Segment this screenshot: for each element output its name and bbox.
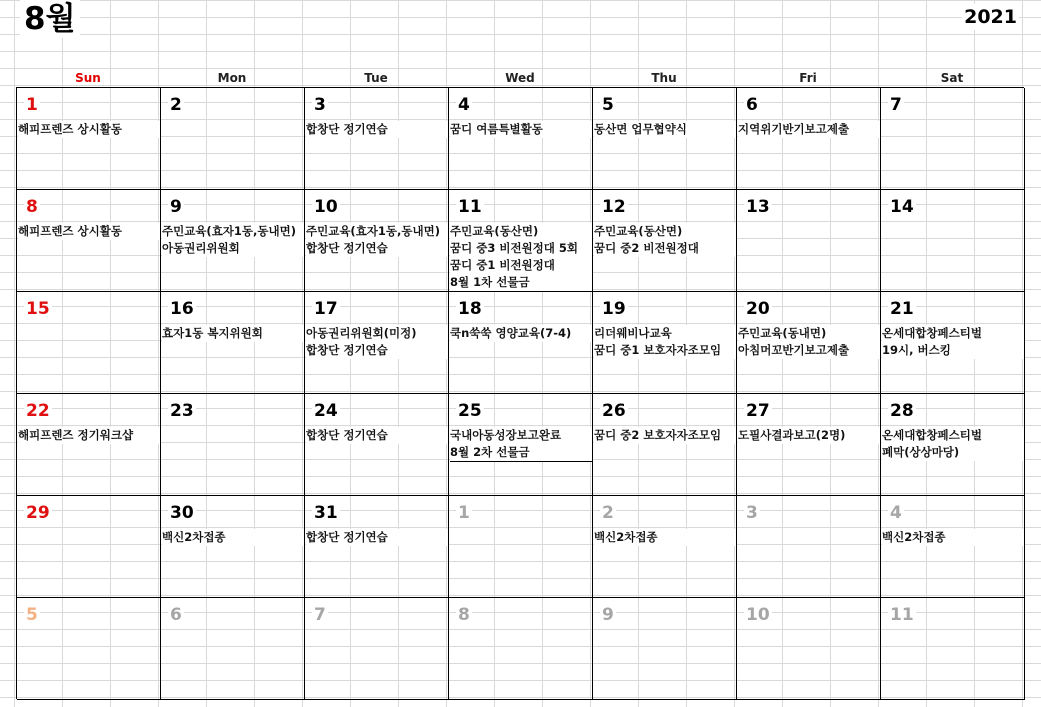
calendar-day-cell[interactable] [881, 394, 1025, 496]
calendar-day-cell[interactable] [305, 88, 449, 190]
event-list [594, 325, 736, 359]
day-number: 17 [314, 299, 338, 319]
day-number: 22 [26, 401, 50, 421]
event-list [306, 325, 448, 359]
event-item[interactable]: 동산면 업무협약식 [594, 121, 736, 138]
calendar-day-cell[interactable] [449, 394, 593, 496]
calendar-day-cell[interactable] [737, 496, 881, 598]
event-list [738, 121, 880, 138]
event-item[interactable]: 백신2차접종 [594, 529, 736, 546]
event-list [450, 121, 592, 138]
event-item[interactable]: 국내아동성장보고완료 [450, 427, 592, 444]
day-number: 21 [890, 299, 914, 319]
day-number: 28 [890, 401, 914, 421]
weekday-tue: Tue [364, 71, 388, 85]
day-number: 6 [746, 95, 758, 115]
event-list [162, 325, 304, 342]
day-number: 7 [890, 95, 902, 115]
event-item[interactable]: 아동권리위원회 [162, 240, 304, 257]
event-list [738, 427, 880, 444]
calendar-day-cell[interactable] [161, 598, 305, 700]
event-item[interactable]: 꿈디 중2 비전원정대 [594, 240, 736, 257]
calendar-day-cell[interactable] [737, 394, 881, 496]
day-number: 11 [890, 605, 914, 625]
calendar-day-cell[interactable] [17, 292, 161, 394]
calendar-day-cell[interactable] [593, 598, 737, 700]
event-item[interactable]: 합창단 정기연습 [306, 529, 448, 546]
event-item[interactable]: 합창단 정기연습 [306, 121, 448, 138]
day-number: 7 [314, 605, 326, 625]
calendar-day-cell[interactable] [881, 496, 1025, 598]
event-list [882, 529, 1024, 546]
event-list [594, 223, 736, 257]
event-item[interactable]: 아동권리위원회(미정) [306, 325, 448, 342]
event-list [18, 427, 160, 444]
day-number: 14 [890, 197, 914, 217]
event-list [306, 223, 448, 257]
calendar-day-cell[interactable] [881, 88, 1025, 190]
event-item[interactable]: 백신2차접종 [882, 529, 1024, 546]
event-list [450, 223, 592, 291]
day-number: 5 [602, 95, 614, 115]
event-list [450, 325, 592, 342]
day-number: 23 [170, 401, 194, 421]
event-item[interactable]: 합창단 정기연습 [306, 427, 448, 444]
calendar-day-cell[interactable] [305, 598, 449, 700]
day-number: 30 [170, 503, 194, 523]
event-list [18, 121, 160, 138]
event-item[interactable]: 폐막(상상마당) [882, 444, 1024, 461]
event-item[interactable]: 도필사결과보고(2명) [738, 427, 880, 444]
day-number: 19 [602, 299, 626, 319]
day-number: 4 [890, 503, 902, 523]
day-number: 12 [602, 197, 626, 217]
calendar-day-cell[interactable] [449, 496, 593, 598]
event-item[interactable]: 꿈디 중2 보호자자조모임 [594, 427, 736, 444]
calendar-day-cell[interactable] [161, 88, 305, 190]
calendar-day-cell[interactable] [593, 394, 737, 496]
event-item[interactable]: 효자1동 복지위원회 [162, 325, 304, 342]
event-list [18, 223, 160, 240]
calendar-day-cell[interactable] [593, 292, 737, 394]
day-number: 6 [170, 605, 182, 625]
day-number: 18 [458, 299, 482, 319]
day-number: 11 [458, 197, 482, 217]
calendar-day-cell[interactable] [305, 394, 449, 496]
calendar-day-cell[interactable] [305, 292, 449, 394]
day-number: 10 [746, 605, 770, 625]
day-number: 27 [746, 401, 770, 421]
day-number: 25 [458, 401, 482, 421]
calendar-grid [16, 87, 1024, 699]
calendar-day-cell[interactable] [881, 292, 1025, 394]
calendar-day-cell[interactable] [449, 88, 593, 190]
calendar-day-cell[interactable] [17, 598, 161, 700]
event-item[interactable]: 합창단 정기연습 [306, 240, 448, 257]
calendar-day-cell[interactable] [593, 496, 737, 598]
event-list [594, 121, 736, 138]
day-number: 26 [602, 401, 626, 421]
event-list [306, 121, 448, 138]
event-item[interactable]: 지역위기반기보고제출 [738, 121, 880, 138]
weekday-header-row [16, 69, 1024, 87]
event-item[interactable]: 꿈디 중3 비전원정대 5회 [450, 240, 592, 257]
event-item[interactable]: 쿡n쑥쑥 영양교육(7-4) [450, 325, 592, 342]
weekday-wed: Wed [505, 71, 535, 85]
event-item[interactable]: 주민교육(동내면) [738, 325, 880, 342]
event-list [594, 529, 736, 546]
event-item[interactable]: 온세대합창페스티벌 [882, 325, 1024, 342]
calendar-day-cell[interactable] [881, 190, 1025, 292]
calendar-day-cell[interactable] [593, 88, 737, 190]
event-list [882, 325, 1024, 359]
day-number: 31 [314, 503, 338, 523]
day-number: 8 [458, 605, 470, 625]
event-item[interactable]: 주민교육(동산면) [450, 223, 592, 240]
event-list [594, 427, 736, 444]
day-number: 2 [170, 95, 182, 115]
day-number: 1 [458, 503, 470, 523]
day-number: 8 [26, 197, 38, 217]
calendar-day-cell[interactable] [449, 598, 593, 700]
day-number: 3 [746, 503, 758, 523]
event-item[interactable]: 아침머꼬반기보고제출 [738, 342, 880, 359]
calendar-day-cell[interactable] [737, 88, 881, 190]
day-number: 10 [314, 197, 338, 217]
weekday-sat: Sat [940, 71, 964, 85]
day-number: 24 [314, 401, 338, 421]
calendar-day-cell[interactable] [161, 292, 305, 394]
weekday-fri: Fri [799, 71, 817, 85]
event-item[interactable]: 꿈디 중1 보호자자조모임 [594, 342, 736, 359]
calendar-day-cell[interactable] [449, 190, 593, 292]
event-list [162, 223, 304, 257]
calendar-day-cell[interactable] [161, 190, 305, 292]
year-title: 2021 [964, 6, 1017, 28]
calendar-day-cell[interactable] [17, 190, 161, 292]
event-item[interactable]: 꿈디 여름특별활동 [450, 121, 592, 138]
day-number: 9 [602, 605, 614, 625]
calendar-day-cell[interactable] [17, 394, 161, 496]
day-number: 15 [26, 299, 50, 319]
weekday-mon: Mon [217, 71, 247, 85]
event-item[interactable]: 합창단 정기연습 [306, 342, 448, 359]
calendar-day-cell[interactable] [161, 394, 305, 496]
event-list [162, 529, 304, 546]
event-list [738, 325, 880, 359]
calendar-day-cell[interactable] [593, 190, 737, 292]
calendar-day-cell[interactable] [737, 292, 881, 394]
event-item[interactable]: 8월 1차 선물금 [450, 274, 592, 291]
day-number: 9 [170, 197, 182, 217]
event-item[interactable]: 해피프렌즈 상시활동 [18, 223, 160, 240]
calendar-day-cell[interactable] [737, 190, 881, 292]
calendar-day-cell[interactable] [17, 496, 161, 598]
day-number: 13 [746, 197, 770, 217]
event-item[interactable]: 해피프렌즈 상시활동 [18, 121, 160, 138]
event-item[interactable]: 백신2차접종 [162, 529, 304, 546]
day-number: 16 [170, 299, 194, 319]
event-list [306, 427, 448, 444]
day-number: 5 [26, 605, 38, 625]
calendar-day-cell[interactable] [305, 496, 449, 598]
event-item[interactable]: 주민교육(효자1동,동내면) [162, 223, 304, 240]
day-number: 2 [602, 503, 614, 523]
day-number: 4 [458, 95, 470, 115]
event-item[interactable]: 꿈디 중1 비전원정대 [450, 257, 592, 274]
month-title: 8월 [20, 0, 80, 38]
event-item[interactable]: 해피프렌즈 정기워크샵 [18, 427, 160, 444]
event-list [882, 427, 1024, 461]
event-item[interactable]: 19시, 버스킹 [882, 342, 1024, 359]
weekday-sun: Sun [75, 71, 101, 85]
calendar-day-cell[interactable] [17, 88, 161, 190]
event-item[interactable]: 8월 2차 선물금 [450, 444, 592, 462]
event-list [306, 529, 448, 546]
event-item[interactable]: 주민교육(동산면) [594, 223, 736, 240]
day-number: 29 [26, 503, 50, 523]
event-item[interactable]: 온세대합창페스티벌 [882, 427, 1024, 444]
event-item[interactable]: 리더웨비나교육 [594, 325, 736, 342]
calendar-day-cell[interactable] [305, 190, 449, 292]
day-number: 1 [26, 95, 38, 115]
event-list [450, 427, 592, 462]
day-number: 20 [746, 299, 770, 319]
day-number: 3 [314, 95, 326, 115]
weekday-thu: Thu [651, 71, 677, 85]
calendar-day-cell[interactable] [881, 598, 1025, 700]
calendar-day-cell[interactable] [449, 292, 593, 394]
calendar-day-cell[interactable] [161, 496, 305, 598]
event-item[interactable]: 주민교육(효자1동,동내면) [306, 223, 448, 240]
calendar-day-cell[interactable] [737, 598, 881, 700]
